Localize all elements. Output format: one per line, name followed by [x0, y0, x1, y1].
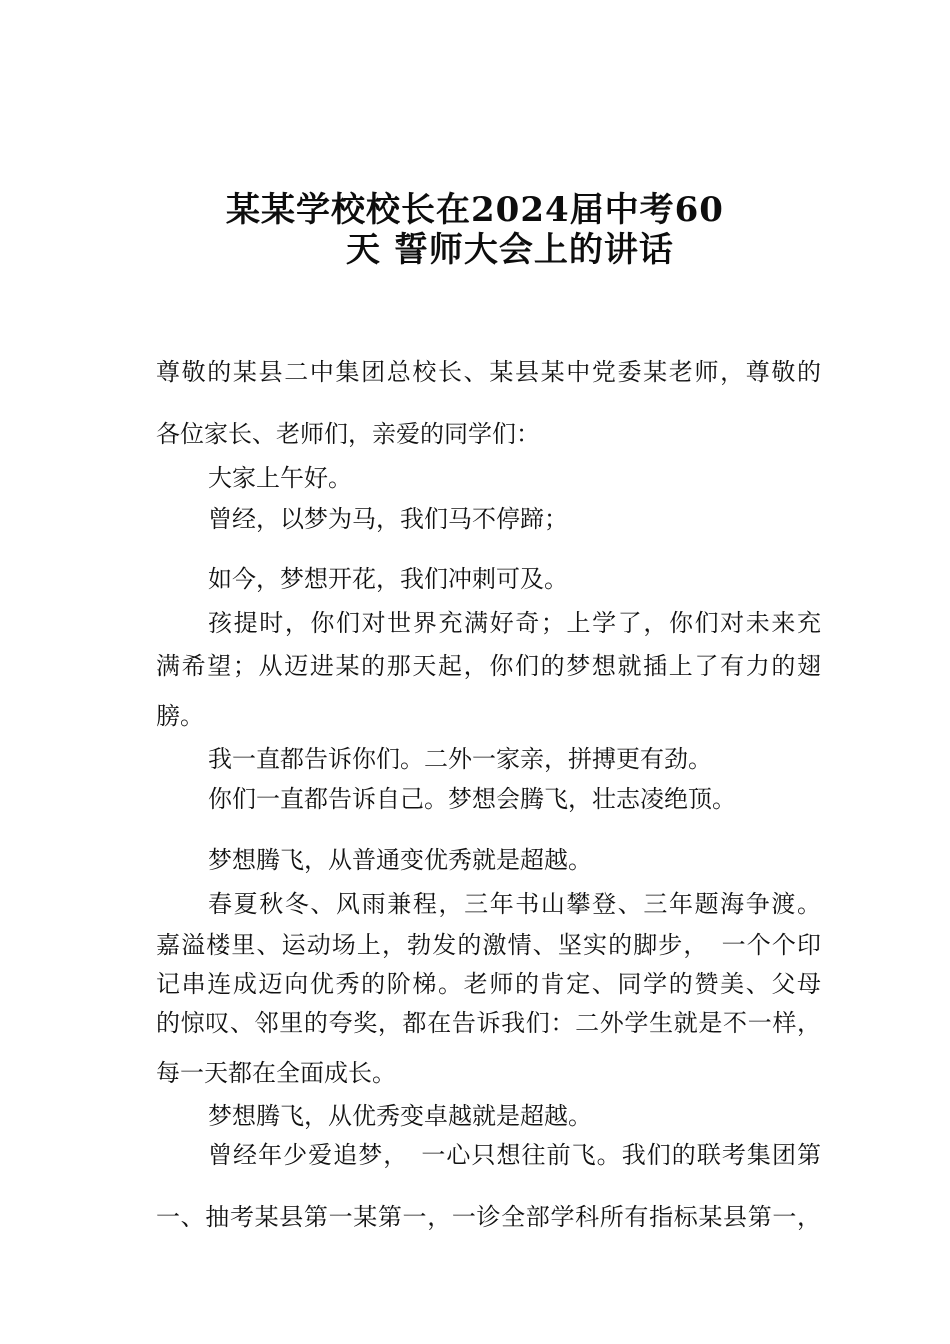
document-title-line-2: 天 誓师大会上的讲话: [346, 230, 674, 270]
paragraph-line: 记串连成迈向优秀的阶梯。老师的肯定、同学的赞美、父母: [156, 970, 821, 998]
paragraph-line: 尊敬的某县二中集团总校长、某县某中党委某老师，尊敬的: [156, 358, 821, 386]
paragraph-line: 梦想腾飞，从优秀变卓越就是超越。: [208, 1102, 592, 1130]
paragraph-line: 如今，梦想开花，我们冲刺可及。: [208, 565, 568, 593]
paragraph-line: 你们一直都告诉自己。梦想会腾飞，壮志凌绝顶。: [208, 785, 736, 813]
paragraph-line: 春夏秋冬、风雨兼程，三年书山攀登、三年题海争渡。: [208, 890, 821, 918]
paragraph-line: 一、抽考某县第一某第一，一诊全部学科所有指标某县第一，: [156, 1203, 821, 1231]
paragraph-line: 我一直都告诉你们。二外一家亲，拼搏更有劲。: [208, 745, 712, 773]
paragraph-line: 的惊叹、邻里的夸奖，都在告诉我们：二外学生就是不一样，: [156, 1009, 821, 1037]
paragraph-line: 各位家长、老师们，亲爱的同学们：: [156, 420, 540, 448]
paragraph-line: 孩提时，你们对世界充满好奇；上学了，你们对未来充: [208, 609, 821, 637]
paragraph-line: 大家上午好。: [208, 464, 352, 492]
paragraph-line: 膀。: [156, 702, 204, 730]
paragraph-line: 满希望；从迈进某的那天起，你们的梦想就插上了有力的翅: [156, 652, 821, 680]
document-title-line-1: 某某学校校长在2024届中考60: [226, 190, 724, 230]
paragraph-line: 嘉溢楼里、运动场上，勃发的激情、坚实的脚步， 一个个印: [156, 931, 821, 959]
paragraph-line: 梦想腾飞，从普通变优秀就是超越。: [208, 846, 592, 874]
paragraph-line: 曾经，以梦为马，我们马不停蹄；: [208, 505, 568, 533]
paragraph-line: 曾经年少爱追梦， 一心只想往前飞。我们的联考集团第: [208, 1141, 821, 1169]
paragraph-line: 每一天都在全面成长。: [156, 1059, 396, 1087]
